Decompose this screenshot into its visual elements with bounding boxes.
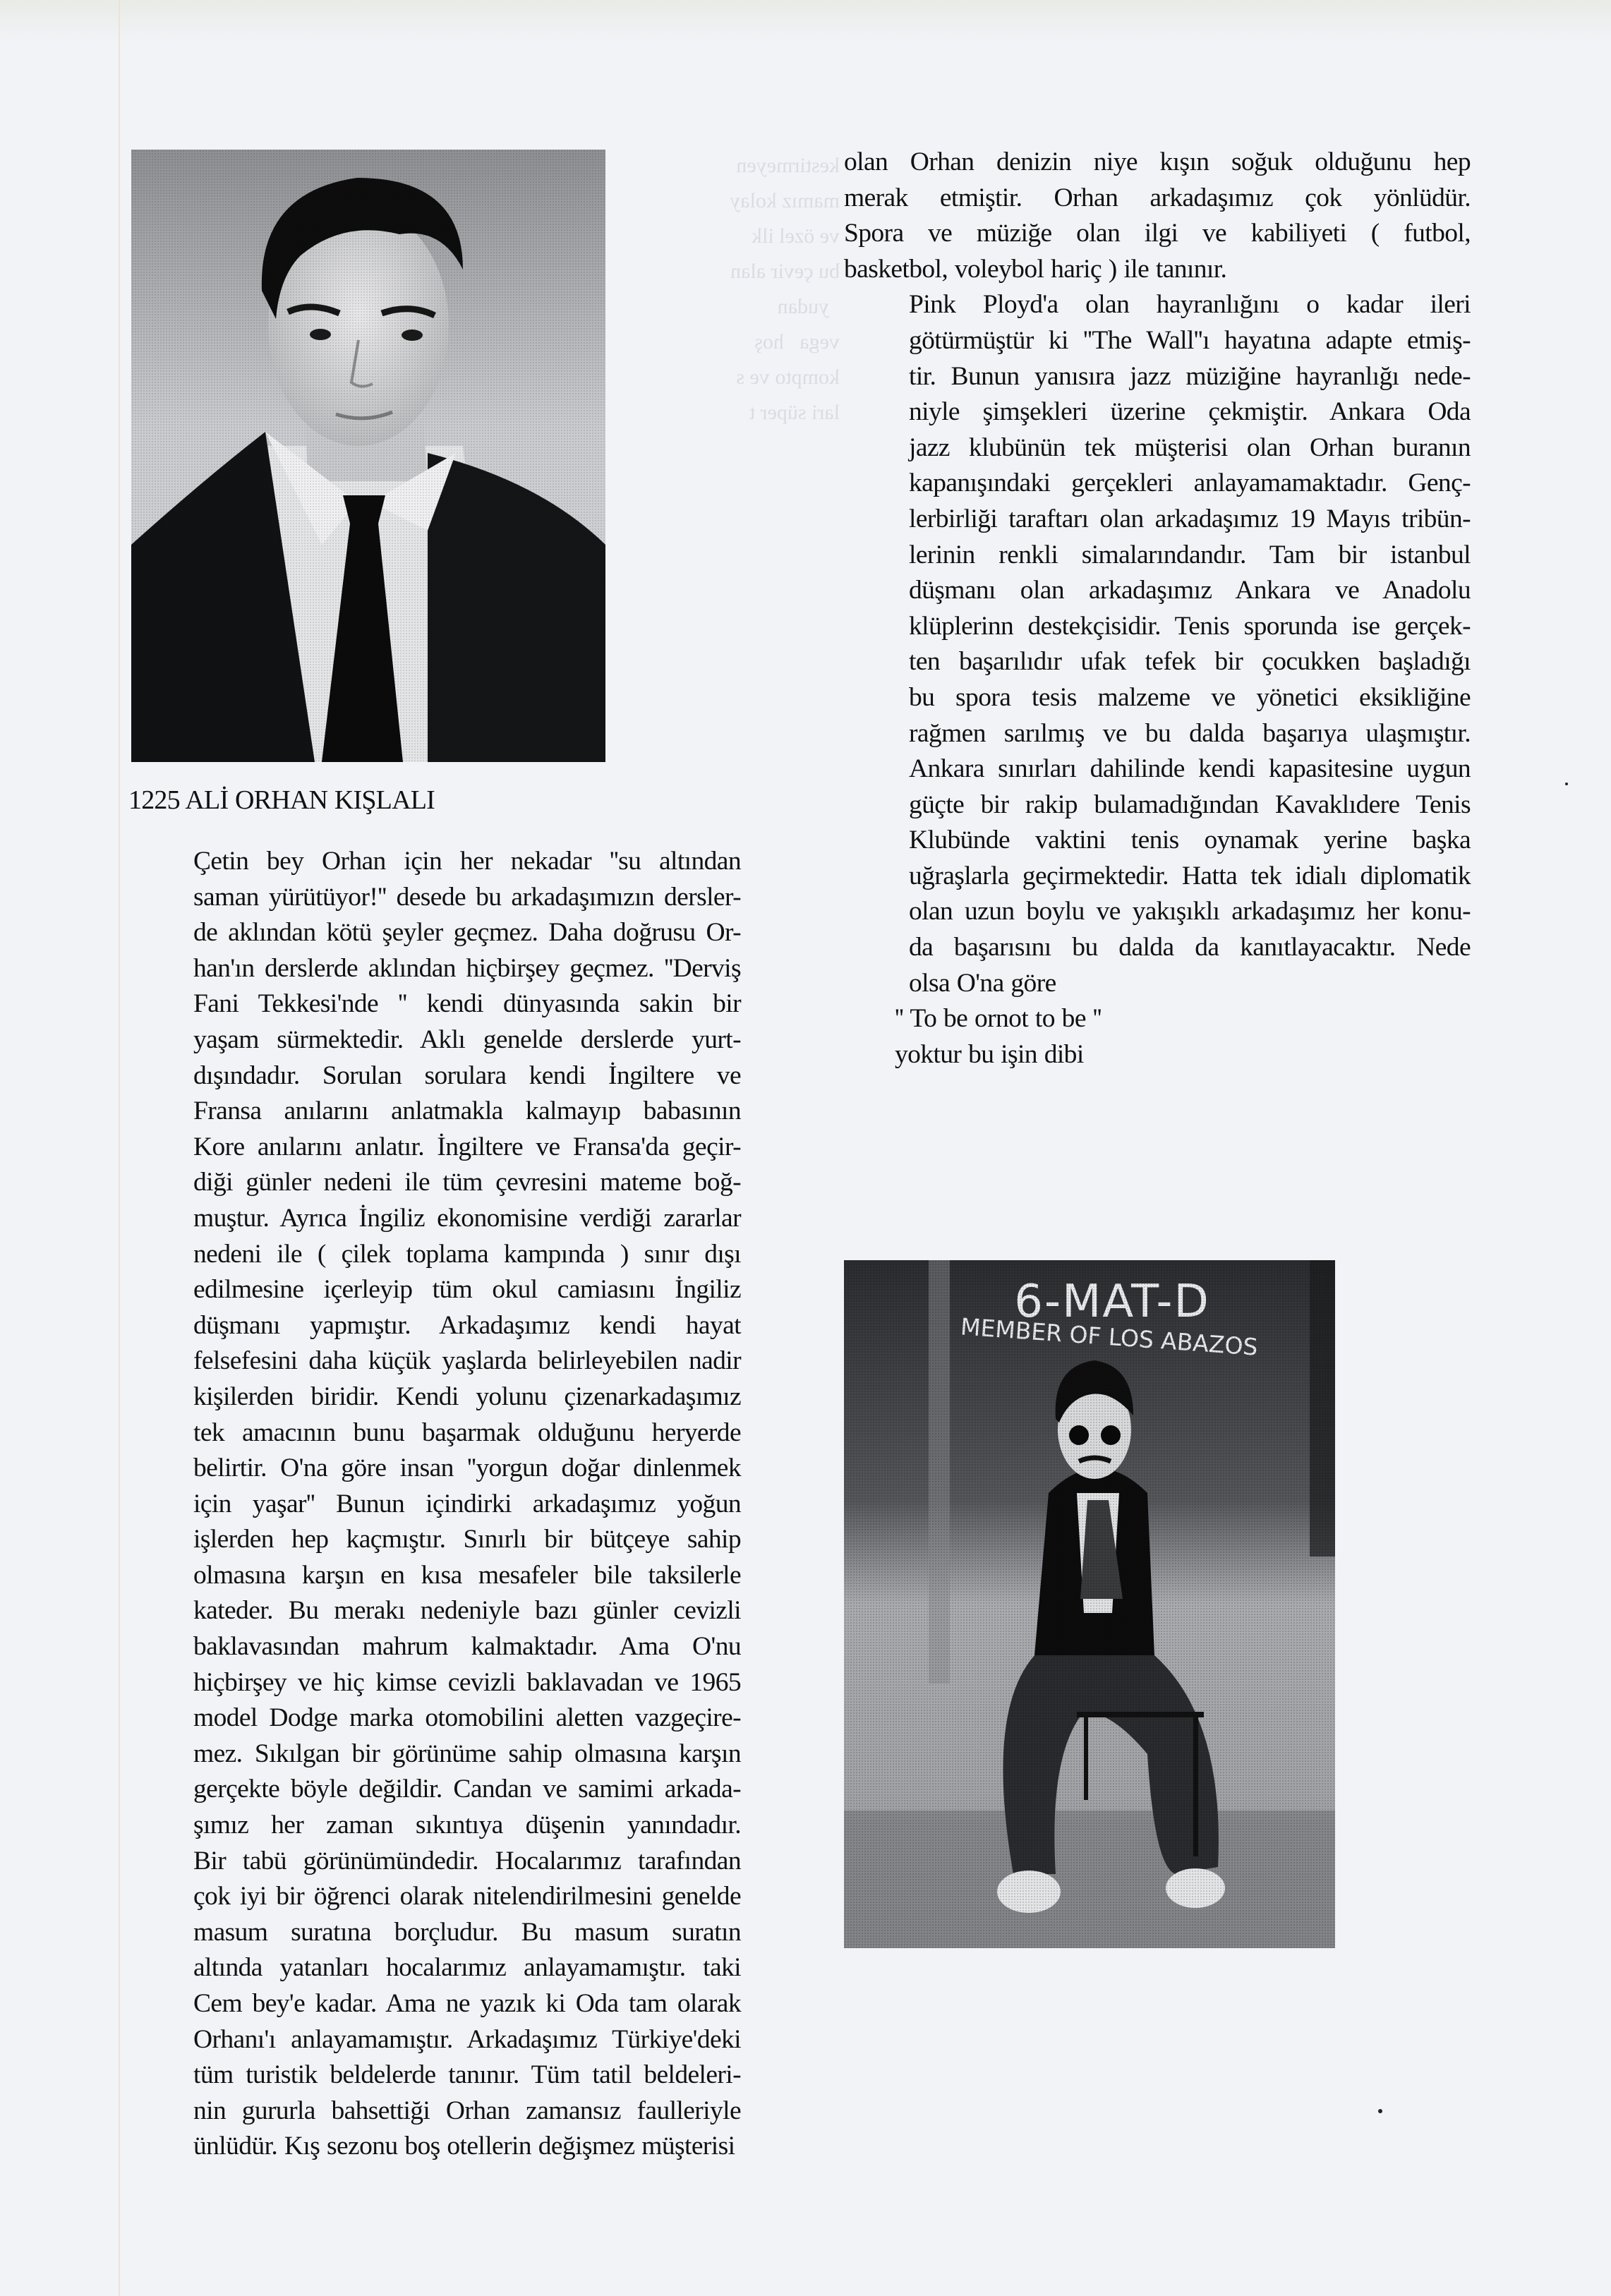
text-line: olmasına karşın en kısa mesafeler bile taksilerle bbox=[193, 1560, 741, 1590]
left-column bbox=[128, 783, 741, 2165]
text-line: saman yürütüyor!'' desede bu arkadaşımızın dersler- bbox=[193, 882, 741, 912]
text-line: Spora ve müziğe olan ilgi ve kabiliyeti ( futbol, bbox=[844, 219, 1471, 248]
student-heading: 1225 ALİ ORHAN KIŞLALI bbox=[128, 785, 435, 815]
text-line: mez. Sıkılgan bir görünüme sahip olmasına karşın bbox=[193, 1739, 741, 1768]
text-line: diği günler nedeni ile tüm çevresini mateme boğ- bbox=[193, 1168, 741, 1197]
text-line: felsefesini daha küçük yaşlarda belirleyebilen nadir bbox=[193, 1346, 741, 1376]
text-line: Klubünde vaktini tenis oynamak yerine başka bbox=[909, 826, 1471, 855]
left-paragraphs bbox=[128, 844, 741, 2165]
text-line: çok iyi bir öğrenci olarak nitelendirilmesini genelde bbox=[193, 1882, 741, 1911]
ink-speck bbox=[1378, 2109, 1382, 2113]
text-line: tir. Bunun yanısıra jazz müziğine hayranlığı nede- bbox=[909, 361, 1471, 391]
text-line: uğraşlarla geçirmektedir. Hatta tek idialı diplomatik bbox=[909, 861, 1471, 890]
chalkboard-photo bbox=[844, 1260, 1335, 1948]
text-line: nin gururla bahsettiği Orhan zamansız faulleriyle bbox=[193, 2096, 741, 2125]
text-line: Cem bey'e kadar. Ama ne yazık ki Oda tam olarak bbox=[193, 1989, 741, 2018]
text-line: götürmüştür ki ''The Wall''ı hayatına adapte etmiş- bbox=[909, 325, 1471, 355]
text-line: model Dodge marka otomobilini aletten vazgeçire- bbox=[193, 1703, 741, 1733]
text-line: Ankara sınırları dahilinde kendi kapasitesine uygun bbox=[909, 754, 1471, 784]
text-line: altında yatanları hocalarımız anlayamamıştır. taki bbox=[193, 1953, 741, 1983]
portrait-image bbox=[131, 150, 605, 762]
text-line: merak etmiştir. Orhan arkadaşımız çok yönlüdür. bbox=[844, 183, 1471, 212]
portrait-photo bbox=[131, 150, 605, 762]
text-line: gerçekte böyle değildir. Candan ve samimi arkada- bbox=[193, 1775, 741, 1804]
text-line: da başarısını bu dalda da kanıtlayacaktır. Nede bbox=[909, 933, 1471, 962]
quote-line: yoktur bu işin dibi bbox=[895, 1039, 1084, 1069]
text-line: Fransa anılarını anlatmakla kalmayıp babasının bbox=[193, 1096, 741, 1126]
text-line: rağmen sarılmış ve bu dalda başarıya ulaşmıştır. bbox=[909, 718, 1471, 748]
text-line: bu spora tesis malzeme ve yönetici eksikliğine bbox=[909, 682, 1471, 712]
text-line: masum suratına borçludur. Bu masum suratın bbox=[193, 1917, 741, 1947]
text-line: dışındadır. Sorulan sorulara kendi İngiltere ve bbox=[193, 1061, 741, 1090]
text-line: tek amacının bunu başarmak olduğunu heryerde bbox=[193, 1418, 741, 1447]
text-line: ünlüdür. Kış sezonu boş otellerin değişmez müşterisi bbox=[193, 2132, 735, 2161]
text-line: Orhanı'ı anlayamamıştır. Arkadaşımız Türkiye'deki bbox=[193, 2024, 741, 2054]
text-line: de aklından kötü şeyler geçmez. Daha doğrusu Or- bbox=[193, 918, 741, 948]
text-line: Fani Tekkesi'nde '' kendi dünyasında sakin bir bbox=[193, 989, 741, 1019]
chalkboard-image bbox=[844, 1260, 1335, 1948]
text-line: niyle şimşekleri üzerine çekmiştir. Ankara Oda bbox=[909, 397, 1471, 427]
text-line: basketbol, voleybol hariç ) ile tanınır. bbox=[844, 254, 1227, 284]
text-line: olan uzun boylu ve yakışıklı arkadaşımız her konu- bbox=[909, 897, 1471, 926]
text-line: için yaşar'' Bunun içindirki arkadaşımız yoğun bbox=[193, 1489, 741, 1518]
paragraph bbox=[844, 287, 1471, 1001]
text-line: ten başarılıdır ufak tefek bir çocukken başladığı bbox=[909, 647, 1471, 677]
text-line: kateder. Bu merakı nedeniyle bazı günler cevizli bbox=[193, 1596, 741, 1626]
text-line: lerbirliği taraftarı olan arkadaşımız 19 Mayıs tribün- bbox=[909, 504, 1471, 533]
text-line: Çetin bey Orhan için her nekadar ''su altından bbox=[193, 847, 741, 876]
text-line: kapanışındaki gerçekleri anlayamamaktadır. Genç- bbox=[909, 469, 1471, 498]
right-paragraphs bbox=[844, 145, 1471, 1001]
text-line: baklavasından mahrum kalmaktadır. Ama O'nu bbox=[193, 1632, 741, 1662]
bleed-through-text: kestirmeyen mamız kolay ve özel ilk bu çevir alan yudan vega hoş kompto ve s lari süper t bbox=[730, 154, 840, 424]
text-line: olsa O'na göre bbox=[909, 968, 1056, 998]
scan-fold-line bbox=[119, 0, 120, 2296]
text-line: tüm turistik beldelerde tanınır. Tüm tatil beldeleri- bbox=[193, 2060, 741, 2090]
text-line: Bir tabü görünümündedir. Hocalarımız tarafından bbox=[193, 1846, 741, 1875]
scan-top-shade bbox=[0, 0, 1611, 42]
text-line: olan Orhan denizin niye kışın soğuk olduğunu hep bbox=[844, 147, 1471, 176]
text-line: güçte bir rakip bulamadığından Kavaklıdere Tenis bbox=[909, 790, 1471, 819]
paragraph bbox=[844, 145, 1471, 287]
ink-speck bbox=[1565, 783, 1568, 785]
quote-line: '' To be ornot to be '' bbox=[895, 1004, 1102, 1034]
text-line: yaşam sürmektedir. Aklı genelde derslerde yurt- bbox=[193, 1025, 741, 1054]
text-line: klüplerinn destekçisidir. Tenis sporunda ise gerçek- bbox=[909, 611, 1471, 641]
text-line: işlerden hep kaçmıştır. Sınırlı bir bütçeye sahip bbox=[193, 1525, 741, 1554]
closing-quote bbox=[844, 1001, 1471, 1073]
text-line: nedeni ile ( çilek toplama kampında ) sınır dışı bbox=[193, 1239, 741, 1269]
text-line: kişilerden biridir. Kendi yolunu çizenarkadaşımız bbox=[193, 1382, 741, 1411]
text-line: düşmanı olan arkadaşımız Ankara ve Anadolu bbox=[909, 576, 1471, 605]
right-column bbox=[844, 145, 1471, 1073]
text-line: hiçbirşey ve hiç kimse cevizli baklavadan ve 1965 bbox=[193, 1667, 741, 1697]
text-line: şımız her zaman sıkıntıya düşenin yanındadır. bbox=[193, 1811, 741, 1840]
text-line: belirtir. O'na göre insan ''yorgun doğar dinlenmek bbox=[193, 1454, 741, 1483]
text-line: düşmanı yapmıştır. Arkadaşımız kendi hayat bbox=[193, 1310, 741, 1340]
paragraph bbox=[128, 844, 741, 2165]
text-line: edilmesine içerleyip tüm okul camiasını İngiliz bbox=[193, 1275, 741, 1305]
text-line: Kore anılarını anlatır. İngiltere ve Fransa'da geçir- bbox=[193, 1132, 741, 1161]
text-line: lerinin renkli simalarındandır. Tam bir istanbul bbox=[909, 540, 1471, 569]
text-line: Pink Ployd'a olan hayranlığını o kadar ileri bbox=[909, 290, 1471, 320]
text-line: han'ın derslerde aklından hiçbirşey geçmez. ''Derviş bbox=[193, 953, 741, 983]
text-line: jazz klubünün tek müşterisi olan Orhan buranın bbox=[909, 433, 1471, 462]
text-line: muştur. Ayrıca İngiliz ekonomisine verdiği zararlar bbox=[193, 1203, 741, 1233]
